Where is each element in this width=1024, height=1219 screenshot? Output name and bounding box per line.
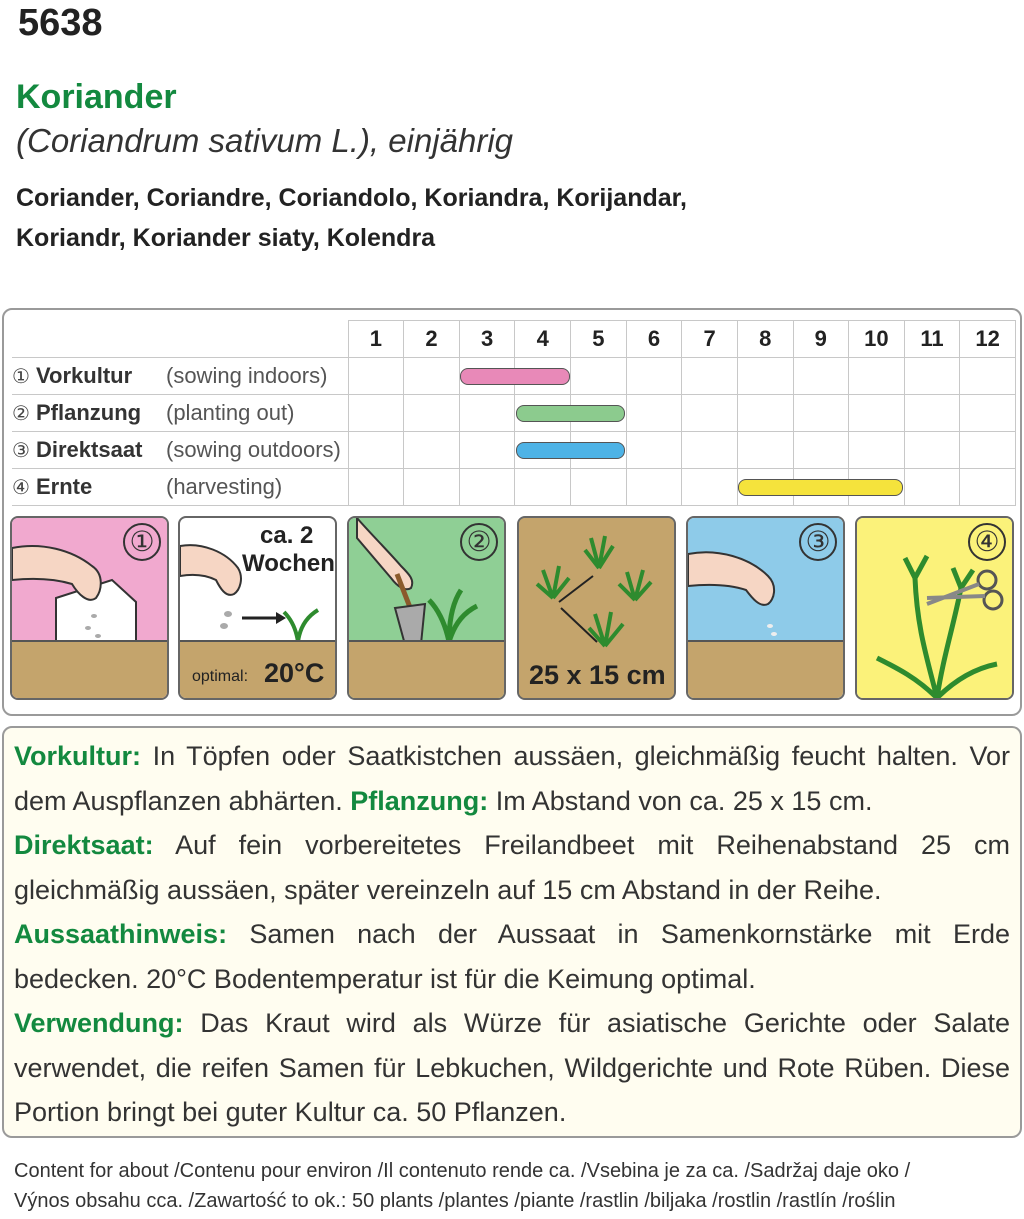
month-label: 12 — [960, 321, 1016, 358]
panel-harvesting — [855, 516, 1014, 700]
germination-time-line-2: Wochen — [242, 550, 335, 577]
calendar-bar-direktsaat — [516, 442, 625, 459]
text-vorkultur: In Töpfen oder Saatkistchen aussäen, gleichmäßig feucht halten. Vor dem Auspflanzen abhärten. — [14, 741, 1010, 816]
row-label: Vorkultur — [36, 363, 133, 388]
step-number: ① — [123, 523, 161, 561]
step-number: ② — [460, 523, 498, 561]
row-number: ③ — [12, 440, 30, 462]
calendar-row-pflanzung — [12, 395, 1016, 432]
month-label: 1 — [348, 321, 404, 358]
keyword-verwendung: Verwendung: — [14, 1008, 184, 1038]
row-hint: (sowing outdoors) — [166, 437, 341, 462]
step-number: ④ — [968, 523, 1006, 561]
row-number: ② — [12, 403, 30, 425]
optimal-label: optimal: — [192, 668, 249, 685]
row-hint: (planting out) — [166, 400, 295, 425]
text-pflanzung: Im Abstand von ca. 25 x 15 cm. — [495, 785, 873, 816]
common-names-line-2: Koriandr, Koriander siaty, Kolendra — [16, 224, 436, 252]
common-names-line-1: Coriander, Coriandre, Coriandolo, Koriandra, Korijandar, — [16, 184, 687, 212]
row-hint: (sowing indoors) — [166, 363, 328, 388]
text-verwendung: Das Kraut wird als Würze für asiatische Gerichte oder Salate verwendet, die reifen Samen für Lebkuchen, Wildgerichte und Rote Rüben. Diese Portion bringt bei guter Kultur ca. 50 Pflanzen. — [14, 1008, 1010, 1127]
month-label: 4 — [515, 321, 571, 358]
month-label: 8 — [737, 321, 793, 358]
row-hint: (harvesting) — [166, 474, 283, 499]
product-code: 5638 — [18, 2, 103, 44]
footer-line-1: Content for about /Contenu pour environ /Il contenuto rende ca. /Vsebina je za ca. /Sadržaj daje oko / — [14, 1160, 911, 1182]
footer-line-2: Výnos obsahu cca. /Zawartość to ok.: 50 plants /plantes /piante /rastlin /biljaka /rostlin /rastlín /roślin — [14, 1190, 896, 1212]
calendar-bar-vorkultur — [460, 368, 569, 385]
row-number: ④ — [12, 477, 30, 499]
row-label: Ernte — [36, 474, 93, 499]
panel-planting-out — [347, 516, 506, 700]
keyword-vorkultur: Vorkultur: — [14, 741, 141, 771]
panel-germination — [178, 516, 337, 700]
optimal-temperature: 20°C — [264, 658, 325, 688]
panel-sowing-outdoors — [686, 516, 845, 700]
keyword-pflanzung: Pflanzung: — [350, 785, 489, 816]
row-label: Pflanzung — [36, 400, 142, 425]
calendar-row-direktsaat — [12, 432, 1016, 469]
panel-spacing — [517, 516, 676, 700]
row-label: Direktsaat — [36, 437, 143, 462]
month-label: 6 — [626, 321, 682, 358]
text-direktsaat: Auf fein vorbereitetes Freilandbeet mit Reihenabstand 25 cm gleichmäßig aussäen, später vereinzeln auf 15 cm Abstand in der Reihe. — [14, 830, 1010, 905]
row-number: ① — [12, 366, 30, 388]
month-label: 10 — [849, 321, 905, 358]
text-aussaathinweis: Samen nach der Aussaat in Samenkornstärke mit Erde bedecken. 20°C Bodentemperatur ist für die Keimung optimal. — [14, 919, 1010, 994]
month-label: 2 — [404, 321, 460, 358]
calendar-header-row — [12, 321, 1016, 358]
spacing-label: 25 x 15 cm — [529, 660, 666, 690]
month-label: 3 — [459, 321, 515, 358]
month-label: 11 — [904, 321, 960, 358]
product-title: Koriander — [16, 78, 177, 116]
keyword-aussaathinweis: Aussaathinweis: — [14, 919, 228, 949]
calendar-bar-ernte — [738, 479, 903, 496]
keyword-direktsaat: Direktsaat: — [14, 830, 154, 860]
month-label: 9 — [793, 321, 849, 358]
latin-name: (Coriandrum sativum L.), einjährig — [16, 122, 514, 159]
panel-sowing-indoors — [10, 516, 169, 700]
month-label: 7 — [682, 321, 738, 358]
month-label: 5 — [571, 321, 627, 358]
calendar-bar-pflanzung — [516, 405, 625, 422]
germination-time-line-1: ca. 2 — [260, 522, 314, 549]
description-text — [14, 734, 1010, 1135]
step-number: ③ — [799, 523, 837, 561]
